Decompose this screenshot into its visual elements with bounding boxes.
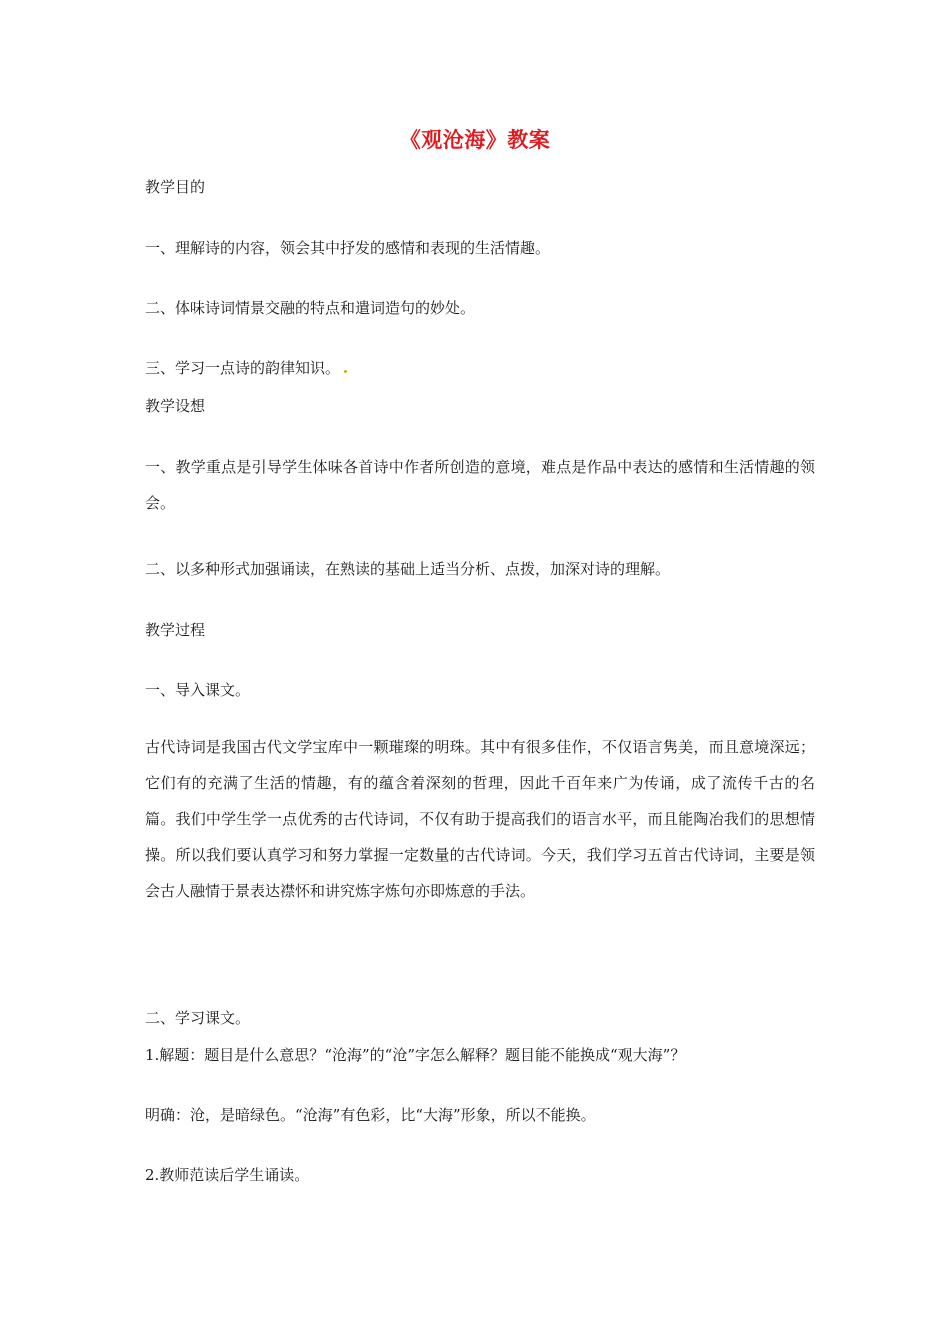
- question-2: 2.教师范读后学生诵读。: [145, 1166, 310, 1184]
- intro-paragraph: 古代诗词是我国古代文学宝库中一颗璀璨的明珠。其中有很多佳作，不仅语言隽美，而且意境深远；它们有的充满了生活的情趣，有的蕴含着深刻的哲理，因此千百年来广为传诵，成了流传千古的名篇。我们中学生学一点优秀的古代诗词，不仅有助于提高我们的语言水平，而且能陶冶我们的思想情操。所以我们要认真学习和努力掌握一定数量的古代诗词。今天，我们学习五首古代诗词，主要是领会古人融情于景表达襟怀和讲究炼字炼句亦即炼意的手法。: [145, 738, 815, 900]
- goal-2: 二、体味诗词情景交融的特点和遣词造句的妙处。: [145, 299, 476, 317]
- mark-dot: [344, 370, 347, 373]
- goal-3: [145, 358, 815, 378]
- goal-1: 一、理解诗的内容，领会其中抒发的感情和表现的生活情趣。: [145, 239, 551, 257]
- document-title: 《观沧海》教案: [399, 128, 551, 152]
- answer-1: 明确：沧，是暗绿色。“沧海”有色彩，比“大海”形象，所以不能换。: [145, 1106, 596, 1124]
- design-2: 二、以多种形式加强诵读，在熟读的基础上适当分析、点拨，加深对诗的理解。: [145, 560, 671, 578]
- design-heading: 教学设想: [145, 397, 206, 415]
- goals-heading: 教学目的: [145, 178, 206, 196]
- question-1: 1.解题：题目是什么意思？“沧海”的“沧”字怎么解释？题目能不能换成“观大海”？: [145, 1046, 686, 1064]
- process-heading: 教学过程: [145, 621, 206, 639]
- goal-3-text: 三、学习一点诗的韵律知识。: [145, 359, 341, 377]
- design-1: 一、教学重点是引导学生体味各首诗中作者所创造的意境，难点是作品中表达的感情和生活情趣的领会。: [145, 458, 815, 512]
- step-1: 一、导入课文。: [145, 681, 251, 699]
- step-2: 二、学习课文。: [145, 1009, 251, 1027]
